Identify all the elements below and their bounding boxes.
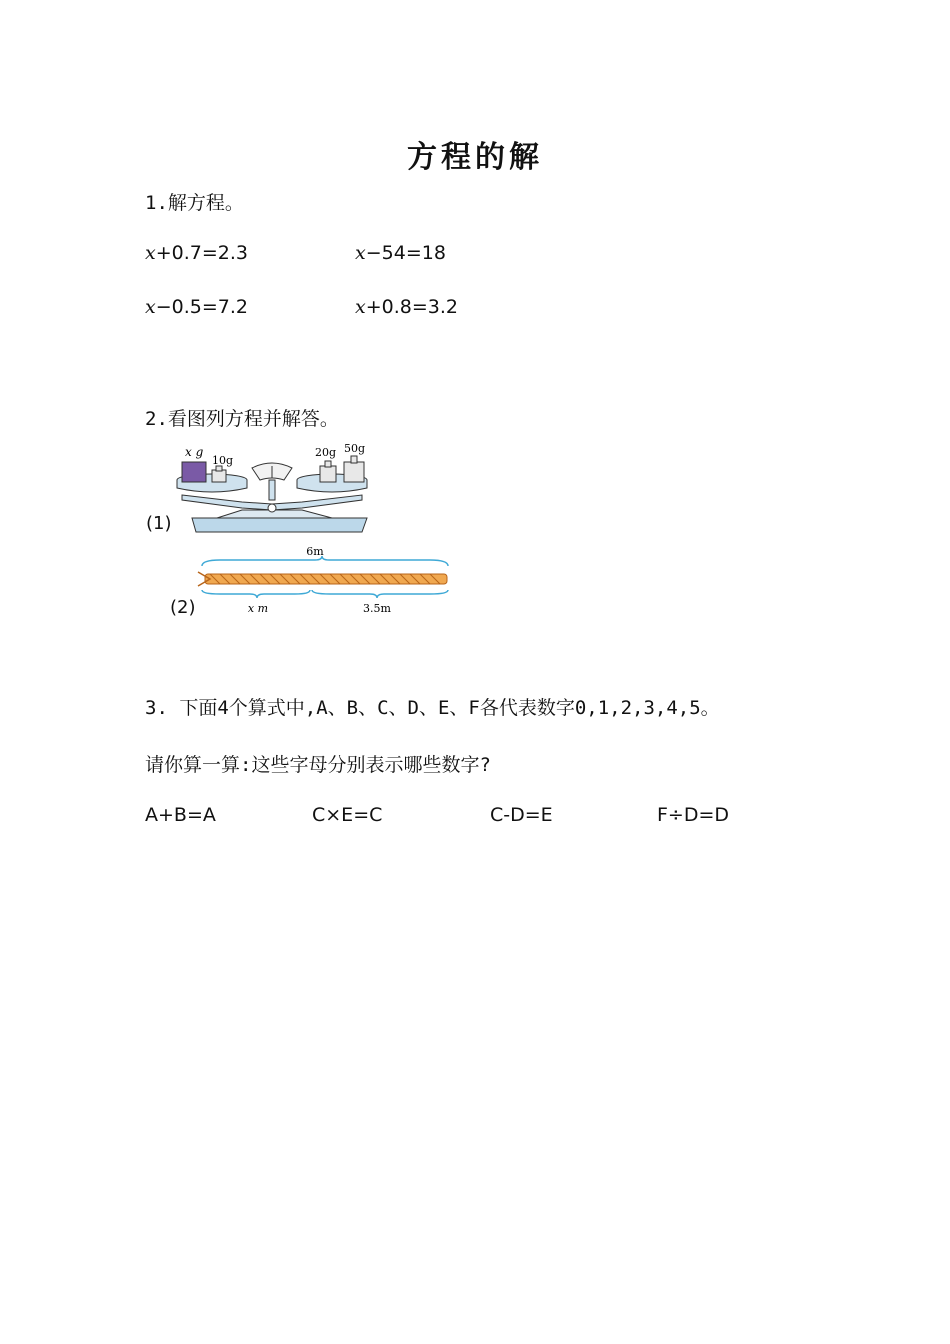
rope-total-length: 6m bbox=[306, 545, 324, 558]
rope-part-3.5: 3.5m bbox=[363, 602, 391, 615]
weight-label-20g: 20g bbox=[315, 446, 337, 459]
balance-scale-figure bbox=[172, 440, 377, 535]
q3-formula-3: C-D=E bbox=[490, 804, 553, 826]
variable-x: x bbox=[145, 296, 156, 318]
page-title: 方程的解 bbox=[407, 140, 543, 175]
q3-heading: 3. 下面4个算式中,A、B、C、D、E、F各代表数字0,1,2,3,4,5。 bbox=[145, 697, 720, 719]
variable-x: x bbox=[355, 296, 366, 318]
weight-label-50g: 50g bbox=[344, 442, 366, 455]
q2-heading: 2.看图列方程并解答。 bbox=[145, 408, 339, 430]
rope-figure bbox=[190, 542, 455, 617]
q3-prompt: 请你算一算:这些字母分别表示哪些数字? bbox=[145, 754, 491, 776]
fig1-label: (1) bbox=[146, 513, 172, 534]
weight-label-xg: x g bbox=[185, 445, 204, 459]
unknown-weight-box bbox=[182, 462, 206, 482]
q1-equation-1: x+0.7=2.3 bbox=[145, 242, 248, 264]
q1-equation-2: x−54=18 bbox=[355, 242, 446, 264]
weight-label-10g: 10g bbox=[212, 454, 234, 467]
variable-x: x bbox=[145, 242, 156, 264]
q3-formula-1: A+B=A bbox=[145, 804, 216, 826]
q1-equation-4: x+0.8=3.2 bbox=[355, 296, 458, 318]
q3-formula-4: F÷D=D bbox=[657, 804, 730, 826]
q3-formula-2: C×E=C bbox=[312, 804, 383, 826]
fig2-label: (2) bbox=[170, 597, 196, 618]
q1-equation-3: x−0.5=7.2 bbox=[145, 296, 248, 318]
rope-part-x: x m bbox=[247, 602, 269, 615]
variable-x: x bbox=[355, 242, 366, 264]
q1-heading: 1.解方程。 bbox=[145, 192, 244, 214]
